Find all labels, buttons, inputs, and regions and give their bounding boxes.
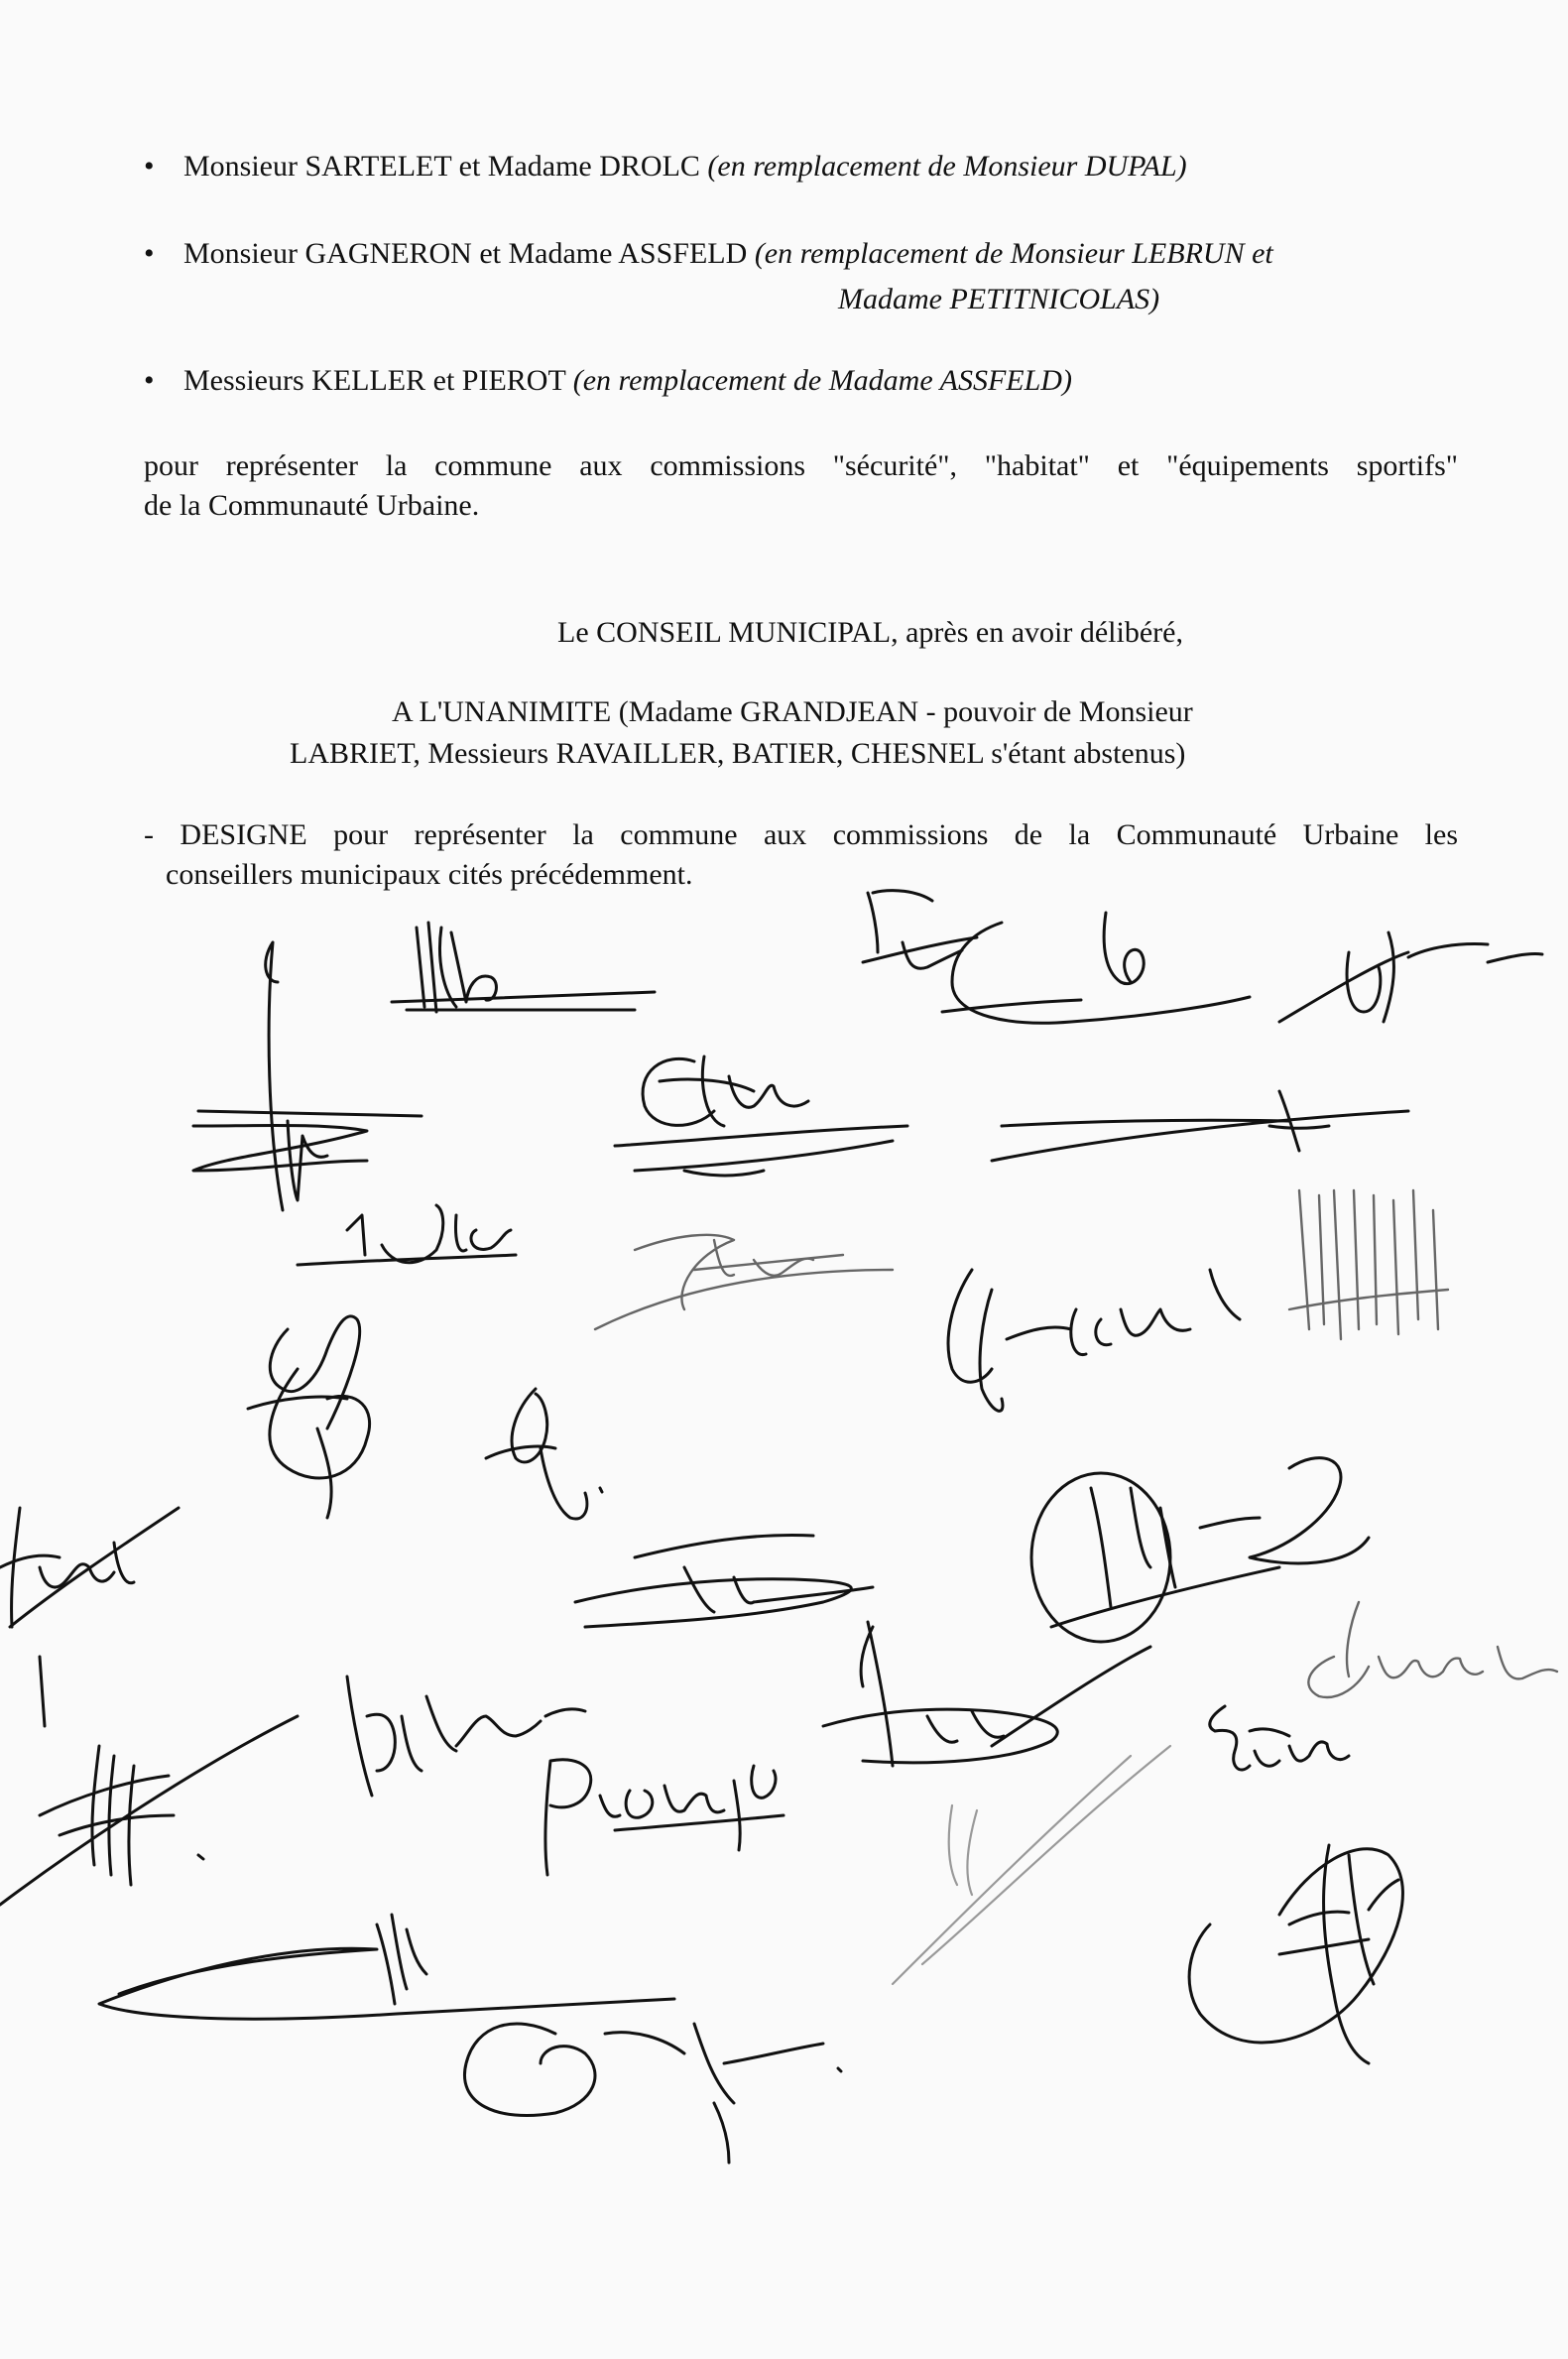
signature: [1279, 932, 1542, 1022]
designation-note: (en remplacement de Monsieur DUPAL): [707, 150, 1187, 183]
signature: [992, 1091, 1408, 1161]
signature: [863, 891, 977, 969]
signature: [1189, 1845, 1402, 2063]
decision-line-2: conseillers municipaux cités précédemment.: [166, 858, 693, 891]
signature: [615, 1056, 907, 1176]
signature: [595, 1235, 893, 1329]
signature: [248, 1316, 370, 1518]
signature: [948, 1270, 1240, 1411]
designation-item: [144, 234, 1273, 274]
bullet-icon: [144, 361, 183, 401]
designation-note: (en remplacement de Madame ASSFELD): [572, 364, 1072, 397]
signature: [823, 1622, 1150, 1766]
signature-ravailler: [0, 1508, 179, 1726]
signature: [942, 913, 1250, 1023]
designation-note: (en remplacement de Monsieur LEBRUN et: [754, 237, 1273, 270]
signature: [464, 2024, 841, 2163]
signature-prompsy: [545, 1760, 784, 1875]
designation-names: Monsieur GAGNERON et Madame ASSFELD: [183, 237, 748, 270]
signature: [392, 923, 655, 1012]
signature: [893, 1746, 1170, 1984]
designation-names: Monsieur SARTELET et Madame DROLC: [183, 150, 700, 183]
signature: [193, 942, 422, 1210]
signatures-area: [0, 873, 1568, 2341]
designation-item: [144, 361, 1072, 401]
purpose-line-1: pour représenter la commune aux commissions "sécurité", "habitat" et "équipements sportifs": [144, 449, 1458, 482]
signature: [298, 1205, 516, 1265]
decision-line-1: - DESIGNE pour représenter la commune aux commissions de la Communauté Urbaine les: [144, 818, 1458, 851]
deliberation-text: Le CONSEIL MUNICIPAL, après en avoir délibéré,: [557, 616, 1183, 649]
signature: [486, 1389, 602, 1519]
signature: [1031, 1458, 1369, 1642]
signature-munzelice: [1308, 1602, 1557, 1697]
designation-note-continued: Madame PETITNICOLAS): [838, 283, 1160, 315]
signature: [575, 1535, 873, 1627]
designation-names: Messieurs KELLER et PIEROT: [183, 364, 566, 397]
designation-item: [144, 147, 1187, 186]
signature: [1289, 1190, 1448, 1339]
signature: [0, 1716, 298, 1905]
bullet-icon: [144, 147, 183, 186]
signature: [99, 1915, 674, 2019]
vote-line-2: LABRIET, Messieurs RAVAILLER, BATIER, CHESNEL s'étant abstenus): [290, 737, 1186, 770]
purpose-line-2: de la Communauté Urbaine.: [144, 489, 480, 522]
vote-line-1: A L'UNANIMITE (Madame GRANDJEAN - pouvoir de Monsieur: [392, 695, 1193, 728]
signature-bello: [1210, 1706, 1349, 1770]
bullet-icon: [144, 234, 183, 274]
